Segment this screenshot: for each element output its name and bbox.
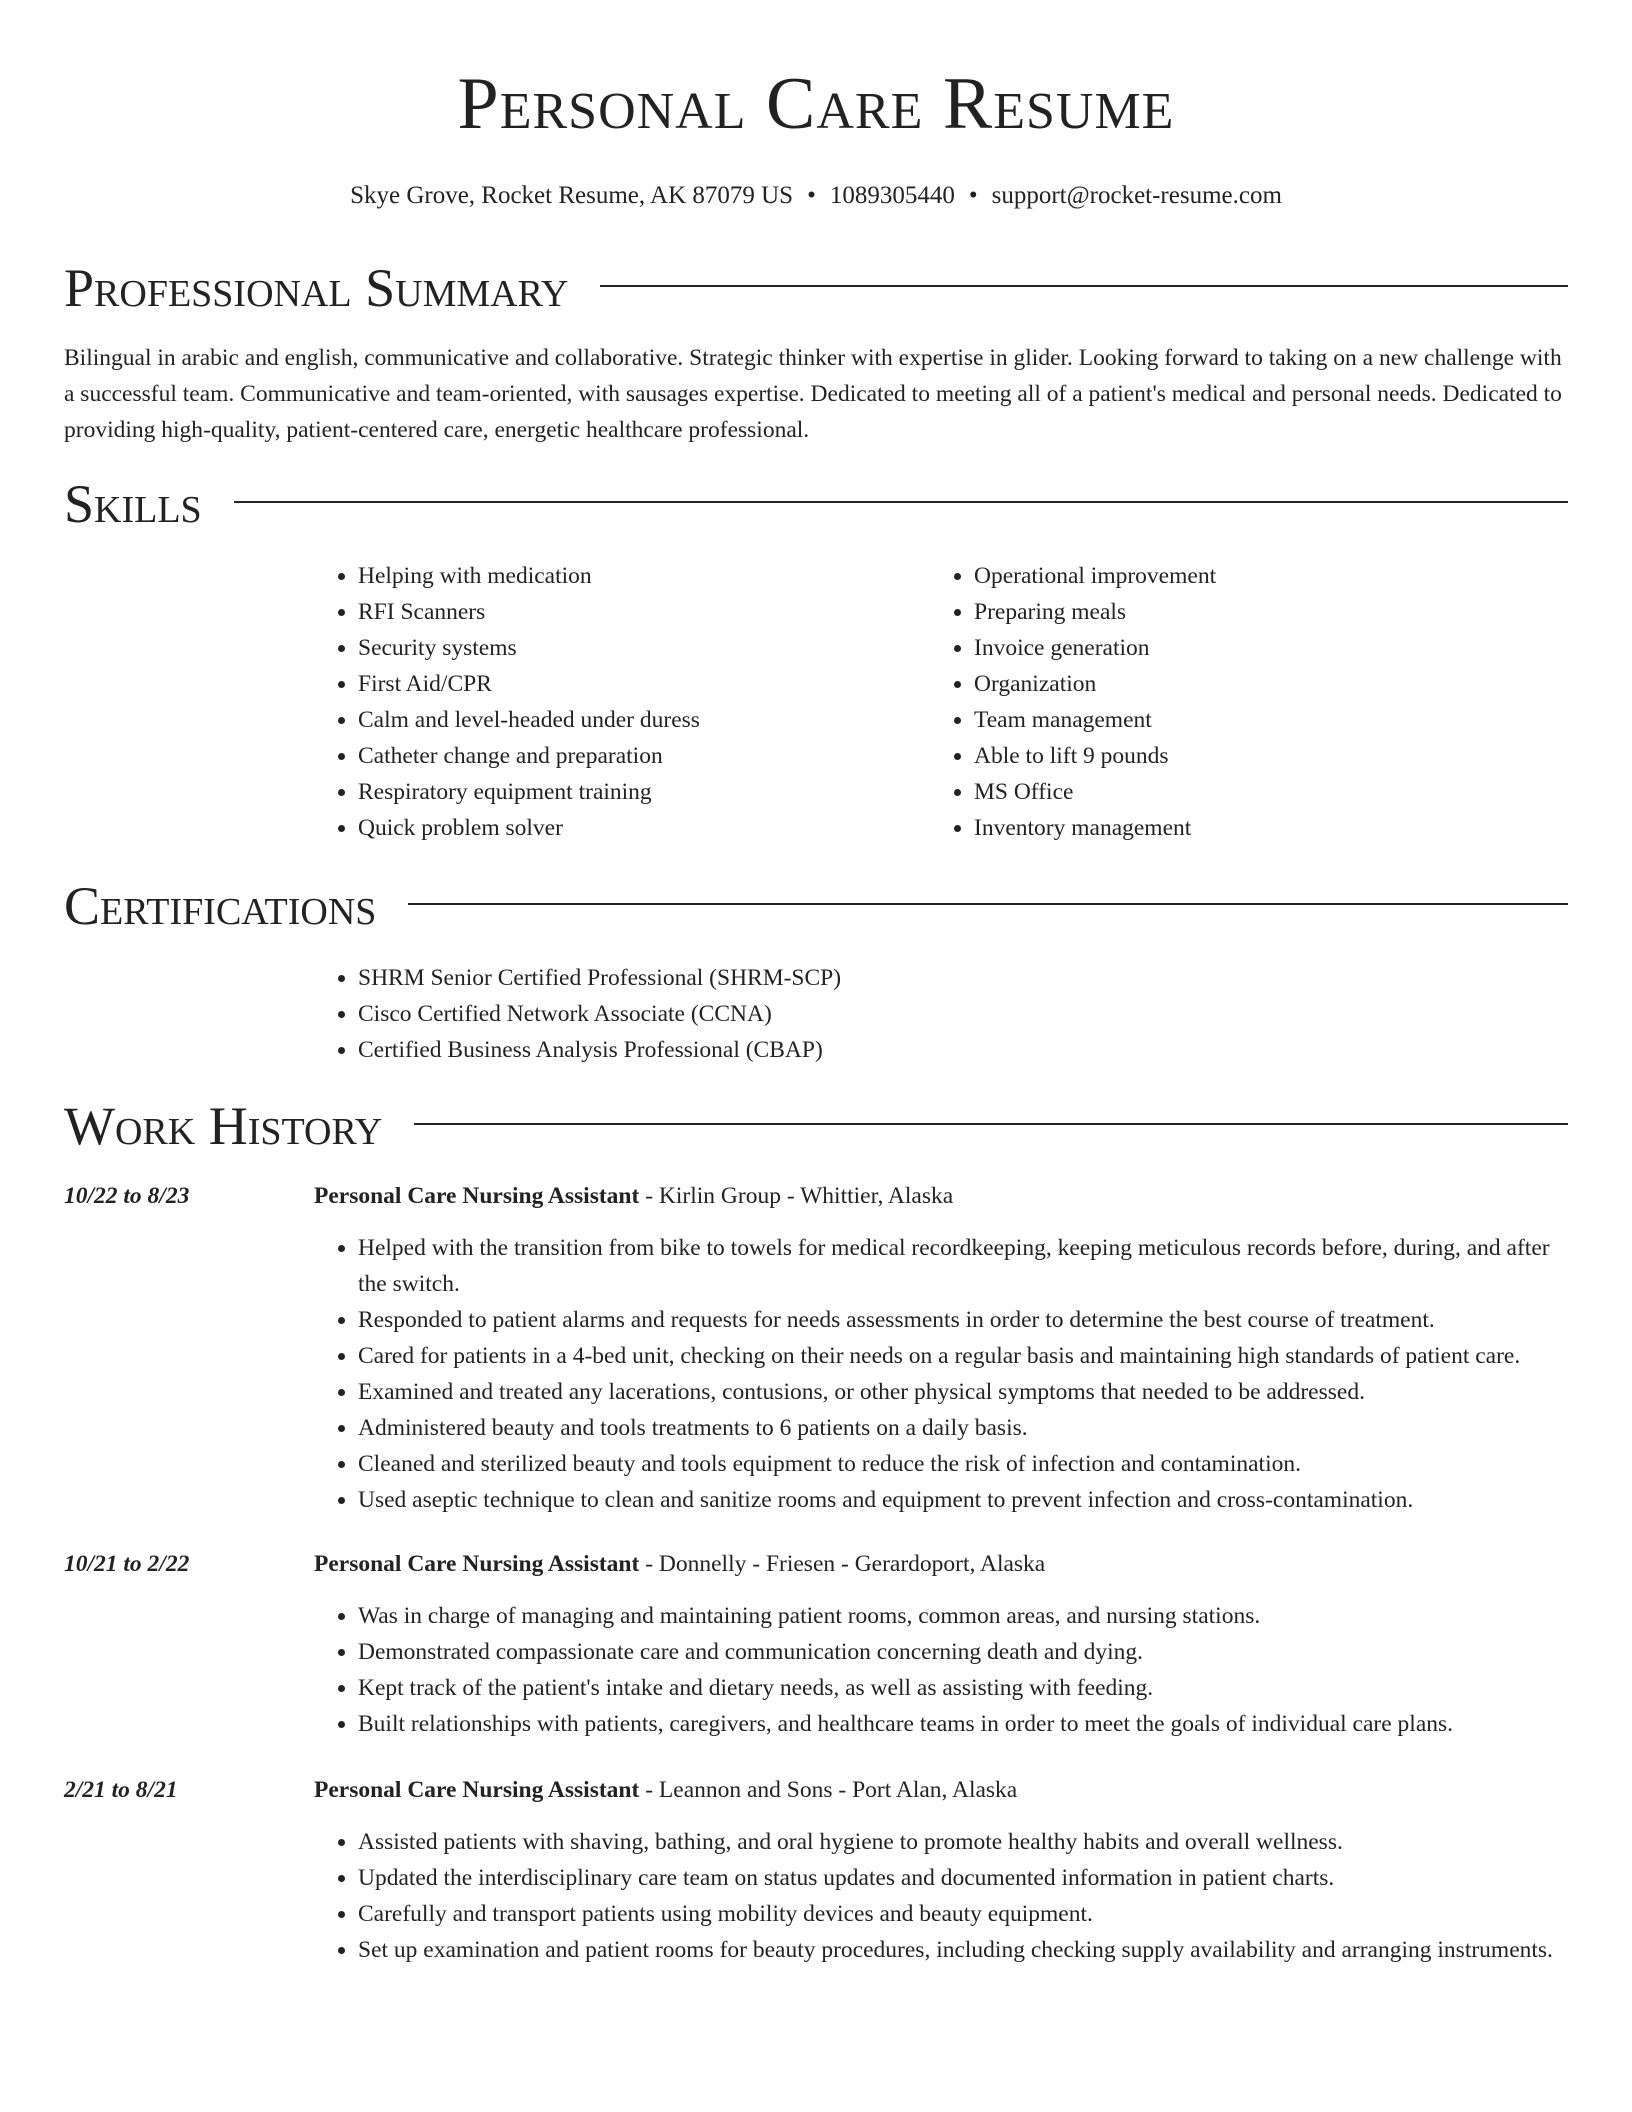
job-bullets: [314, 1598, 1568, 1742]
job-dates: 2/21 to 8/21: [64, 1777, 178, 1803]
job-bullet: • Cleaned and sterilized beauty and tools equipment to reduce the risk of infection and contamination.: [358, 1446, 1568, 1482]
contact-separator: •: [807, 182, 816, 209]
certifications-list: [314, 960, 1568, 1068]
skill-item: • Calm and level-headed under duress: [358, 702, 930, 738]
job-entry: [64, 1178, 1568, 1518]
skills-section: [64, 472, 1568, 846]
summary-text: Bilingual in arabic and english, communicative and collaborative. Strategic thinker with expertise in glider. Looking forward to taking on a new challenge with a successful team. Communicative and team-oriented, with sausages expertise. Dedicated to meeting all of a patient's medical and personal needs. Dedicated to providing high-quality, patient-centered care, energetic healthcare professional.: [64, 345, 1562, 443]
certifications-heading-row: [64, 874, 1568, 938]
skill-item: • MS Office: [974, 774, 1546, 810]
job-company-location: - Kirlin Group - Whittier, Alaska: [639, 1183, 954, 1209]
skill-item: • Team management: [974, 702, 1546, 738]
job-entry: [64, 1546, 1568, 1742]
certification-item: • SHRM Senior Certified Professional (SHRM-SCP): [358, 960, 1568, 996]
certification-item: • Certified Business Analysis Professional (CBAP): [358, 1032, 1568, 1068]
certifications-section: [64, 874, 1568, 1068]
skill-item: • RFI Scanners: [358, 594, 930, 630]
work-history-heading: Work History: [64, 1096, 383, 1156]
job-bullet: • Demonstrated compassionate care and communication concerning death and dying.: [358, 1634, 1568, 1670]
skill-item: • Catheter change and preparation: [358, 738, 930, 774]
job-bullet: • Set up examination and patient rooms for beauty procedures, including checking supply availability and arranging instruments.: [358, 1932, 1568, 1968]
section-divider: [234, 501, 1568, 503]
job-dates: 10/21 to 2/22: [64, 1551, 190, 1577]
job-bullet: • Helped with the transition from bike to towels for medical recordkeeping, keeping meticulous records before, during, and after the switch.: [358, 1230, 1568, 1302]
job-bullet: • Updated the interdisciplinary care team on status updates and documented information in patient charts.: [358, 1860, 1568, 1896]
summary-heading: Professional Summary: [64, 258, 569, 318]
job-bullet: • Cared for patients in a 4-bed unit, checking on their needs on a regular basis and maintaining high standards of patient care.: [358, 1338, 1568, 1374]
skills-columns: [314, 558, 1568, 846]
certifications-heading: Certifications: [64, 876, 377, 936]
job-bullet: • Responded to patient alarms and requests for needs assessments in order to determine the best course of treatment.: [358, 1302, 1568, 1338]
skill-item: • Able to lift 9 pounds: [974, 738, 1546, 774]
skill-item: • Security systems: [358, 630, 930, 666]
job-bullet: • Kept track of the patient's intake and dietary needs, as well as assisting with feeding.: [358, 1670, 1568, 1706]
skill-item: • First Aid/CPR: [358, 666, 930, 702]
job-title-line: [314, 1546, 1568, 1582]
job-bullet: • Administered beauty and tools treatments to 6 patients on a daily basis.: [358, 1410, 1568, 1446]
job-bullet: • Was in charge of managing and maintaining patient rooms, common areas, and nursing stations.: [358, 1598, 1568, 1634]
skills-list-left: [314, 558, 930, 846]
skill-item: • Inventory management: [974, 810, 1546, 846]
skill-item: • Respiratory equipment training: [358, 774, 930, 810]
skill-item: • Helping with medication: [358, 558, 930, 594]
contact-address: Skye Grove, Rocket Resume, AK 87079 US: [350, 182, 794, 209]
work-history-section: [64, 1094, 1568, 1968]
skills-heading-row: [64, 472, 1568, 536]
summary-section: [64, 256, 1568, 448]
skill-item: • Operational improvement: [974, 558, 1546, 594]
skill-item: • Invoice generation: [974, 630, 1546, 666]
job-title: Personal Care Nursing Assistant: [314, 1777, 640, 1803]
work-history-heading-row: [64, 1094, 1568, 1158]
section-divider: [600, 285, 1568, 287]
job-bullet: • Examined and treated any lacerations, contusions, or other physical symptoms that needed to be addressed.: [358, 1374, 1568, 1410]
job-bullet: • Built relationships with patients, caregivers, and healthcare teams in order to meet the goals of individual care plans.: [358, 1706, 1568, 1742]
section-divider: [408, 903, 1568, 905]
summary-heading-row: [64, 256, 1568, 320]
job-details: [314, 1178, 1568, 1518]
job-title-line: [314, 1178, 1568, 1214]
contact-phone: 1089305440: [829, 182, 955, 209]
resume-name: Personal Care Resume: [457, 63, 1175, 145]
job-bullet: • Assisted patients with shaving, bathing, and oral hygiene to promote healthy habits and overall wellness.: [358, 1824, 1568, 1860]
skill-item: • Organization: [974, 666, 1546, 702]
job-title-line: [314, 1772, 1568, 1808]
skills-heading: Skills: [64, 474, 202, 534]
jobs-list: [64, 1178, 1568, 1968]
skills-list-right: [930, 558, 1546, 846]
job-title: Personal Care Nursing Assistant: [314, 1183, 640, 1209]
job-details: [314, 1546, 1568, 1742]
job-company-location: - Leannon and Sons - Port Alan, Alaska: [639, 1777, 1018, 1803]
job-entry: [64, 1772, 1568, 1968]
job-bullets: [314, 1230, 1568, 1518]
contact-line: [64, 178, 1568, 214]
job-bullet: • Used aseptic technique to clean and sanitize rooms and equipment to prevent infection and cross-contamination.: [358, 1482, 1568, 1518]
job-title: Personal Care Nursing Assistant: [314, 1551, 640, 1577]
contact-separator: •: [968, 182, 978, 209]
job-company-location: - Donnelly - Friesen - Gerardoport, Alaska: [639, 1551, 1046, 1577]
contact-email: support@rocket-resume.com: [991, 182, 1282, 209]
job-dates: 10/22 to 8/23: [64, 1183, 190, 1209]
skill-item: • Quick problem solver: [358, 810, 930, 846]
job-bullets: [314, 1824, 1568, 1968]
certification-item: • Cisco Certified Network Associate (CCNA): [358, 996, 1568, 1032]
skill-item: • Preparing meals: [974, 594, 1546, 630]
job-details: [314, 1772, 1568, 1968]
job-bullet: • Carefully and transport patients using mobility devices and beauty equipment.: [358, 1896, 1568, 1932]
section-divider: [414, 1123, 1568, 1125]
